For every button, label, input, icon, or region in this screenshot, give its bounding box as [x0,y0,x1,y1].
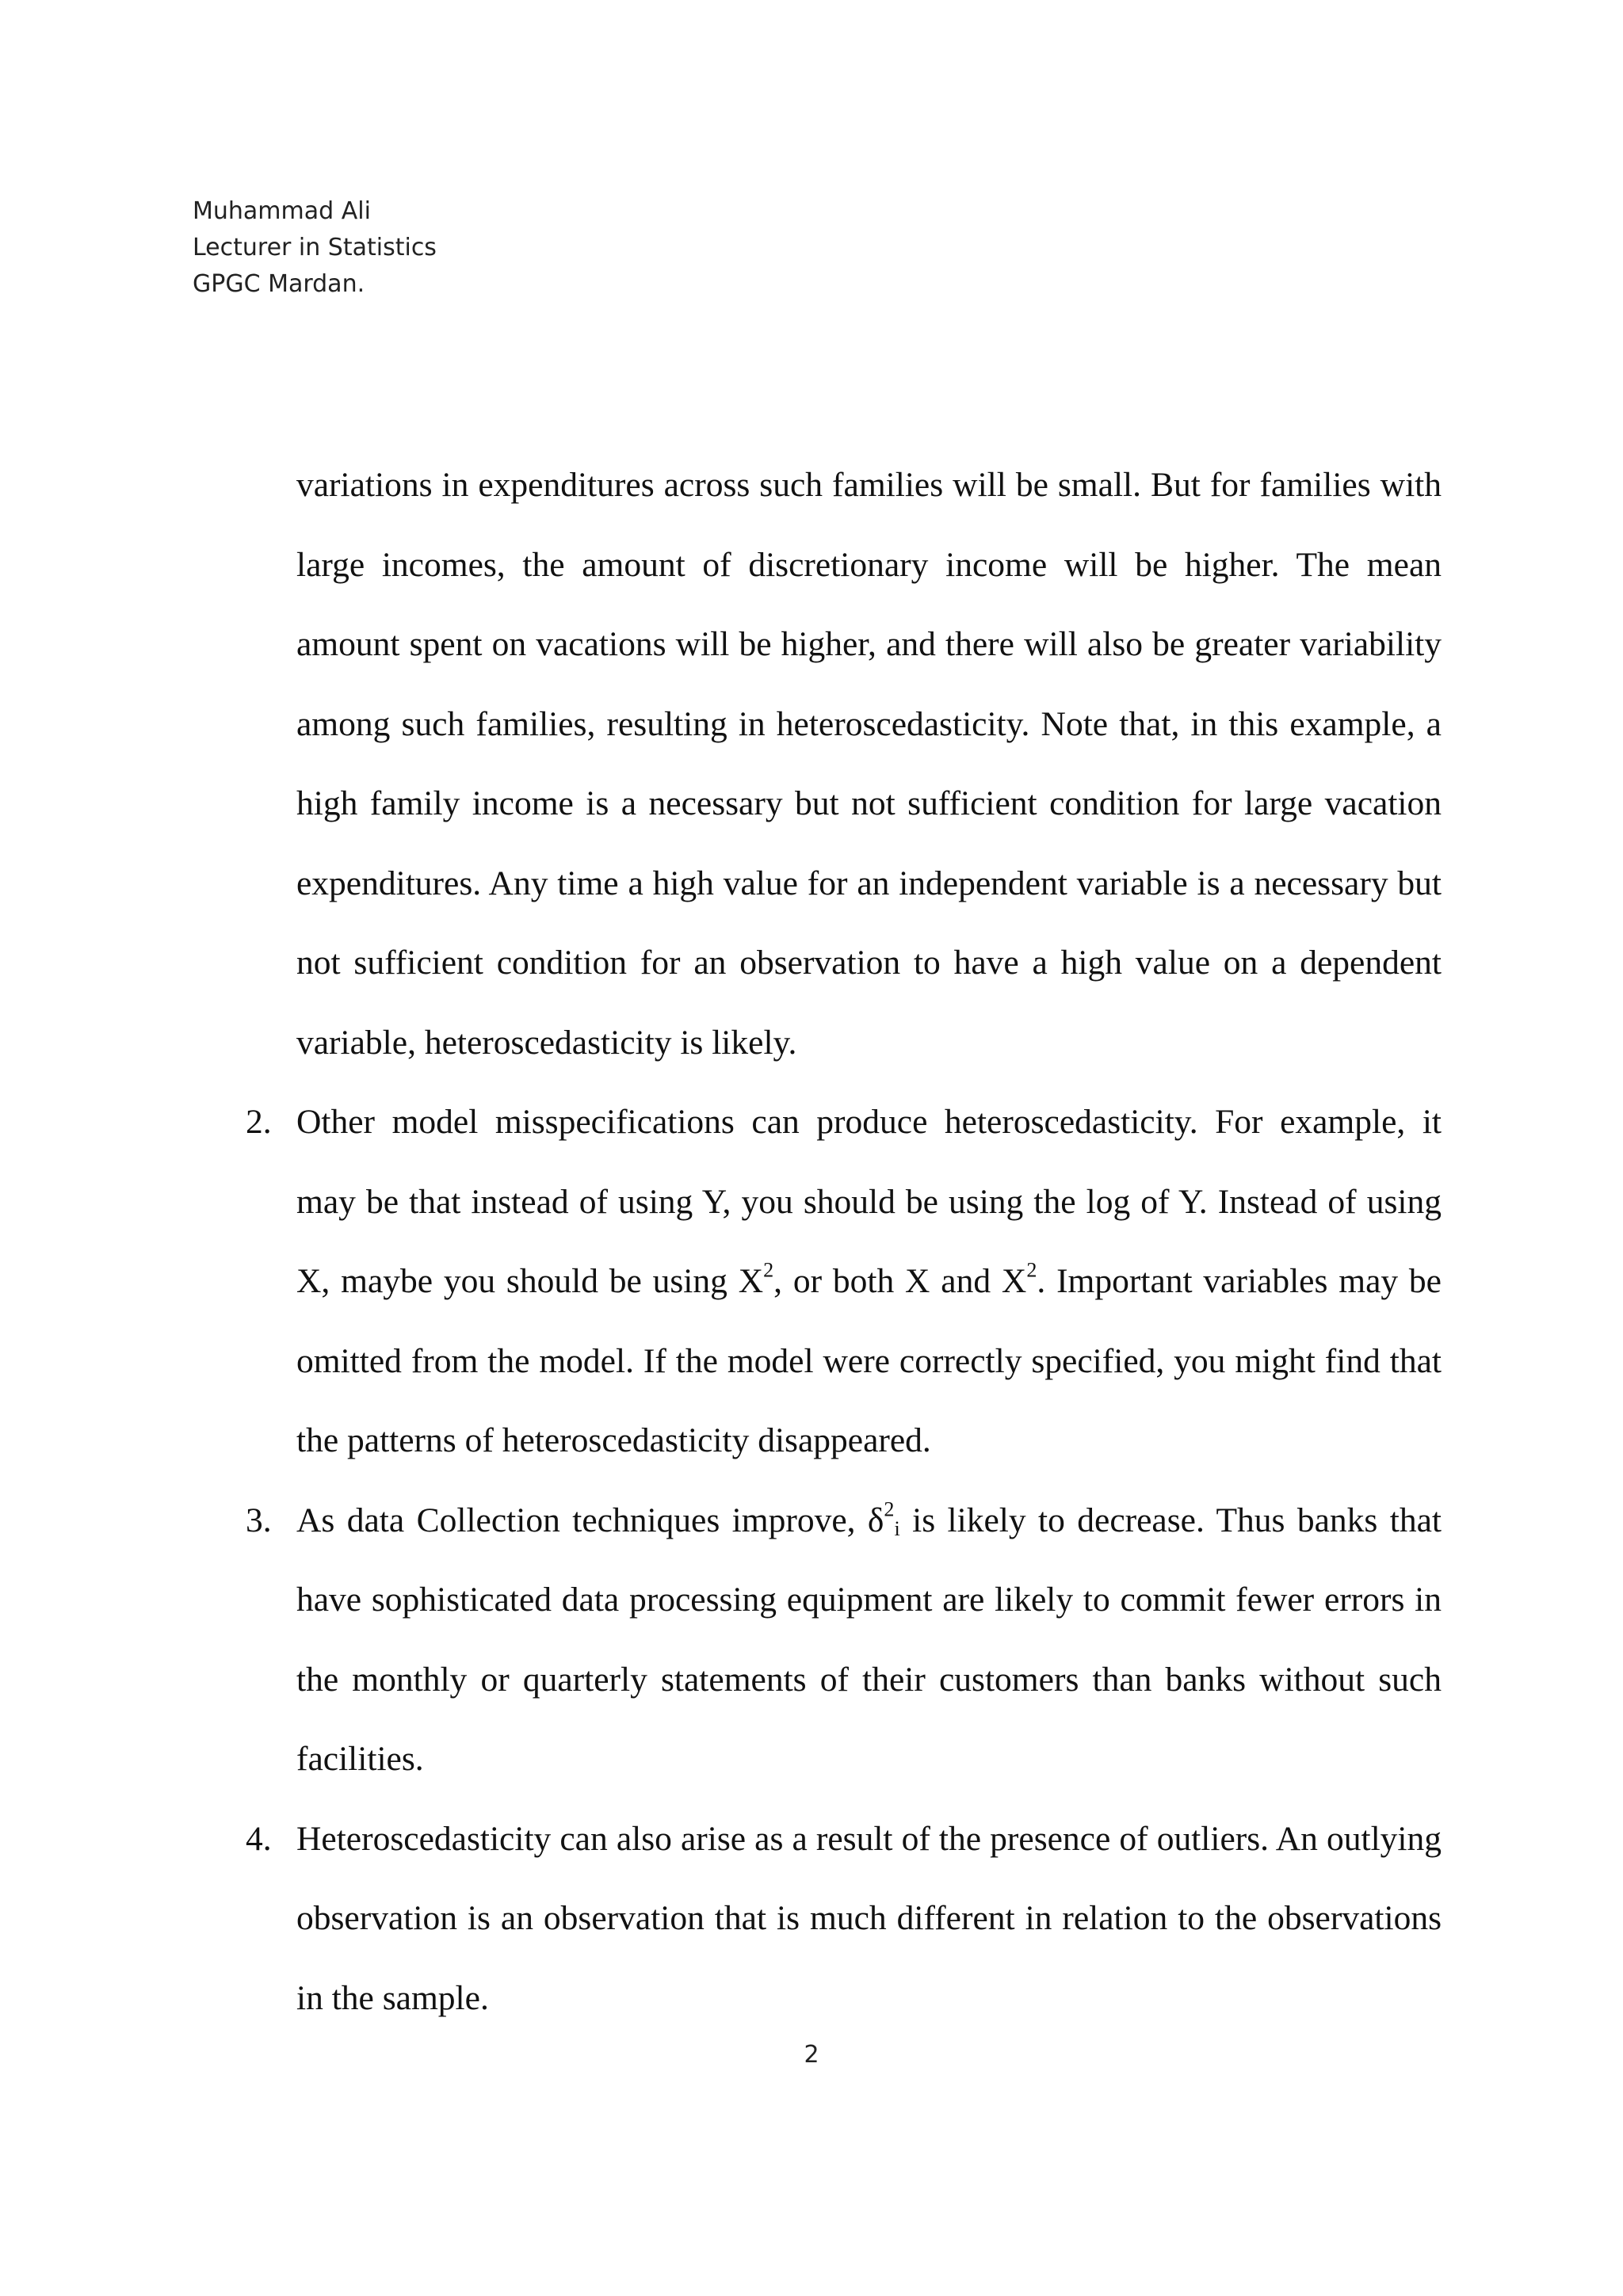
author-header [193,193,437,303]
list-item-text: Other model misspecifications can produce heteroscedasticity. For example, it may be that instead of using Y, you should be using the log of Y. Instead of using X, maybe you should be using X [296,1103,1442,1300]
list-item [246,1799,1442,2039]
subscript: i [894,1516,900,1540]
list-item-text: As data Collection techniques improve, δ [296,1501,884,1539]
list-item [246,1082,1442,1481]
superscript: 2 [884,1497,895,1520]
list-item-text: . Important variables may be omitted from the model. If the model were correctly specified, you might find that the patterns of heteroscedasticity disappeared. [296,1262,1442,1459]
author-title: Lecturer in Statistics [193,234,437,261]
list-item-text: is likely to decrease. Thus banks that have sophisticated data processing equipment are likely to commit fewer errors in the monthly or quarterly statements of their customers than banks without such facilities. [296,1501,1442,1778]
superscript: 2 [763,1258,774,1282]
author-institution: GPGC Mardan. [193,270,365,298]
list-item-text: Heteroscedasticity can also arise as a result of the presence of outliers. An outlying observation is an observation that is much different in relation to the observations in the sample. [296,1819,1442,2017]
list-item [246,1481,1442,1799]
list-item-number: 3. [246,1501,272,1539]
author-name: Muhammad Ali [193,197,371,225]
list-item-text: , or both X and X [773,1262,1027,1300]
list-item-number: 2. [246,1103,272,1141]
superscript: 2 [1026,1258,1037,1282]
continuation-paragraph: variations in expenditures across such families will be small. But for families with large incomes, the amount of discretionary income will be higher. The mean amount spent on vacations will be higher, and there will also be greater variability among such families, resulting in heteroscedasticity. Note that, in this example, a high family income is a necessary but not sufficient condition for large vacation expenditures. Any time a high value for an independent variable is a necessary but not sufficient condition for an observation to have a high value on a dependent variable, heteroscedasticity is likely. [296,466,1442,1062]
page-number: 2 [804,2041,819,2069]
document-body [246,445,1442,2038]
list-item-number: 4. [246,1819,272,1858]
